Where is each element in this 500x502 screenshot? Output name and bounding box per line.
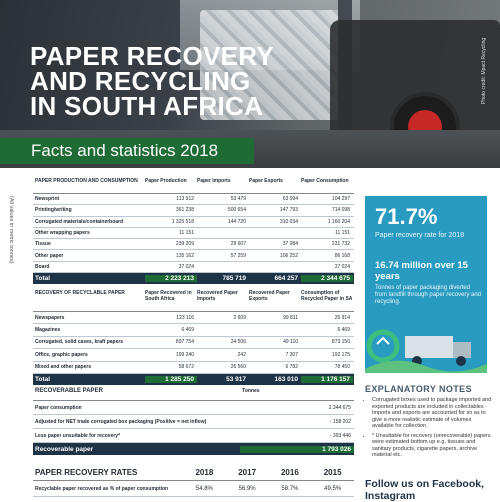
table-row bbox=[33, 228, 354, 239]
total-value: 664 257 bbox=[274, 275, 298, 283]
recovery-table bbox=[33, 291, 354, 385]
note-item: • * Unsuitable for recovery (unrecoverable) papers were estimated bottom up e.g. tissues and sanitary products, cigarette papers, archive material etc. bbox=[372, 433, 493, 459]
cell-value: 11 151 bbox=[335, 230, 350, 237]
table-row bbox=[33, 415, 354, 429]
rate-value: 56.9% bbox=[238, 485, 256, 492]
year-cell: 2015 bbox=[323, 468, 342, 477]
cell-value: 2 344 675 bbox=[328, 404, 351, 411]
row-label: Other wrapping papers bbox=[35, 230, 90, 237]
cell-value: 6 782 bbox=[285, 364, 298, 371]
cell-value: 1 325 518 bbox=[171, 218, 194, 225]
photo-credit: Photo credit: Mpact Recycling bbox=[481, 37, 487, 104]
header-cell: RECOVERABLE PAPER bbox=[35, 388, 103, 394]
cell-value: 78 450 bbox=[334, 364, 350, 371]
recycle-arrow-icon bbox=[377, 338, 389, 344]
cell-value: 714 098 bbox=[331, 207, 350, 214]
cell-value: 99 811 bbox=[283, 314, 298, 321]
header-cell: Recovered Paper Exports bbox=[249, 290, 290, 302]
recovery-rate-value: 71.7% bbox=[375, 204, 438, 229]
truck-wheel-icon bbox=[456, 356, 466, 366]
cell-value: 106 252 bbox=[279, 252, 298, 259]
cell-value: 25 914 bbox=[334, 314, 350, 321]
header-cell: Tonnes bbox=[242, 388, 260, 394]
cell-value: 37 024 bbox=[334, 263, 350, 270]
total-value: 53 917 bbox=[226, 375, 246, 383]
cell-value: 49 110 bbox=[283, 339, 298, 346]
cell-value: - 158 202 bbox=[329, 418, 351, 425]
cell-value: 231 732 bbox=[331, 241, 350, 248]
title-line: AND RECYCLING bbox=[30, 66, 251, 96]
cell-value: 2 609 bbox=[233, 314, 246, 321]
table-header bbox=[33, 291, 354, 312]
cell-value: 63 094 bbox=[282, 196, 298, 203]
cell-value: 37 084 bbox=[282, 241, 298, 248]
row-label: Less paper unsuitable for recovery* bbox=[35, 432, 121, 439]
note-item: • Corrugated boxes used to package imported and exported products are included in collectables - Imports and exports are accounted for so as to give a more realistic estimate of volumes available for collection. bbox=[372, 397, 493, 430]
total-value: 2 223 213 bbox=[145, 275, 197, 282]
stats-panel bbox=[365, 196, 487, 373]
row-label: Other paper bbox=[35, 252, 64, 259]
cell-value: 86 168 bbox=[334, 252, 350, 259]
units-note: (All values in metric tonnes) bbox=[8, 196, 14, 264]
diverted-tonnes-label: Tonnes of paper packaging diverted from landfill through paper recovery and recycling. bbox=[375, 285, 482, 305]
title-line: IN SOUTH AFRICA bbox=[30, 91, 264, 121]
notes-list bbox=[365, 397, 493, 459]
header-cell: Paper Production bbox=[145, 178, 187, 184]
cell-value: 897 754 bbox=[175, 339, 194, 346]
total-row bbox=[33, 443, 354, 455]
table-header bbox=[33, 389, 354, 401]
rate-value: 49.5% bbox=[324, 485, 342, 492]
year-cell: 2016 bbox=[280, 468, 299, 477]
table-row bbox=[33, 194, 354, 205]
cell-value: 135 162 bbox=[175, 252, 194, 259]
header-cell: PAPER PRODUCTION AND CONSUMPTION bbox=[35, 178, 138, 184]
truck-cab bbox=[453, 342, 471, 358]
table-row bbox=[33, 337, 354, 349]
table-row bbox=[33, 262, 354, 273]
header-cell: Paper Exports bbox=[249, 178, 283, 184]
table-row bbox=[33, 481, 354, 497]
table-row bbox=[33, 239, 354, 250]
total-value: 785 719 bbox=[222, 275, 246, 283]
table-header bbox=[33, 179, 354, 194]
cell-value: 11 151 bbox=[179, 230, 194, 237]
cell-value: 6 469 bbox=[337, 327, 350, 334]
cell-value: 123 116 bbox=[176, 314, 194, 321]
cell-value: 361 238 bbox=[175, 207, 194, 214]
recycle-icon bbox=[369, 332, 397, 360]
rates-table bbox=[33, 466, 354, 497]
row-label: Corrugated materials/containerboard bbox=[35, 218, 124, 225]
cell-value: 29 607 bbox=[230, 241, 246, 248]
cell-value: 57 259 bbox=[230, 252, 246, 259]
table-header bbox=[33, 466, 354, 481]
total-label: Recoverable paper bbox=[35, 445, 94, 453]
year-cell: 2017 bbox=[238, 468, 257, 477]
total-value: 1 176 157 bbox=[301, 376, 353, 383]
cell-value: 6 469 bbox=[181, 327, 194, 334]
cell-value: 37 024 bbox=[178, 263, 194, 270]
row-label: Magazines bbox=[35, 327, 61, 334]
rate-value: 54.8% bbox=[195, 485, 213, 492]
total-row bbox=[33, 273, 354, 284]
row-label: Newsprint bbox=[35, 196, 60, 203]
table-row bbox=[33, 250, 354, 261]
total-value: 2 344 675 bbox=[301, 275, 353, 282]
row-label: Adjusted for NET trade corrugated box packaging (Positive = net inflow) bbox=[35, 418, 207, 425]
truck-container bbox=[405, 336, 453, 358]
subtitle-banner: Facts and statistics 2018 bbox=[0, 138, 254, 164]
total-value: 163 010 bbox=[274, 375, 298, 383]
cell-value: 144 720 bbox=[227, 218, 246, 225]
cell-value: 113 912 bbox=[176, 196, 194, 203]
table-row bbox=[33, 429, 354, 443]
title-line: PAPER RECOVERY bbox=[30, 41, 275, 71]
table-row bbox=[33, 312, 354, 324]
cell-value: - 393 446 bbox=[329, 432, 351, 439]
recoverable-table bbox=[33, 389, 354, 455]
cell-value: 310 034 bbox=[279, 218, 298, 225]
total-value: 1 285 250 bbox=[145, 376, 197, 383]
table-row bbox=[33, 362, 354, 374]
rate-value: 58.7% bbox=[281, 485, 299, 492]
cell-value: 192 175 bbox=[331, 351, 350, 358]
cell-value: 147 793 bbox=[279, 207, 298, 214]
row-label: Newspapers bbox=[35, 314, 65, 321]
notes-heading: EXPLANATORY NOTES bbox=[365, 384, 472, 394]
recovery-rate-label: Paper recovery rate for 2018 bbox=[375, 232, 465, 239]
diverted-tonnes-value: 16.74 million over 15 years bbox=[375, 260, 468, 282]
table-row bbox=[33, 401, 354, 415]
cell-value: 104 297 bbox=[331, 196, 350, 203]
cell-value: 24 506 bbox=[230, 339, 246, 346]
header-cell: PAPER RECOVERY RATES bbox=[35, 468, 138, 477]
header-cell: Paper Consumption bbox=[301, 178, 349, 184]
cell-value: 239 209 bbox=[175, 241, 194, 248]
grass-shape bbox=[365, 361, 487, 373]
header-cell: Recovered Paper Imports bbox=[197, 290, 238, 302]
total-value: 1 793 026 bbox=[240, 446, 354, 453]
cell-value: 199 240 bbox=[175, 351, 194, 358]
header-cell: Paper Recovered in South Africa bbox=[145, 290, 192, 302]
cell-value: 1 160 204 bbox=[327, 218, 350, 225]
cell-value: 873 150 bbox=[331, 339, 350, 346]
row-label: Office, graphic papers bbox=[35, 351, 88, 358]
table-row bbox=[33, 324, 354, 336]
total-label: Total bbox=[35, 275, 51, 283]
cell-value: 500 654 bbox=[227, 207, 246, 214]
row-label: Board bbox=[35, 263, 50, 270]
production-table bbox=[33, 179, 354, 284]
cell-value: 242 bbox=[237, 351, 246, 358]
total-label: Total bbox=[35, 375, 51, 383]
row-label: Paper consumption bbox=[35, 404, 82, 411]
table-row bbox=[33, 217, 354, 228]
recycling-truck-illustration bbox=[365, 314, 487, 373]
cell-value: 26 560 bbox=[230, 364, 246, 371]
year-cell: 2018 bbox=[195, 468, 214, 477]
follow-us-text: Follow us on Facebook, Instagram bbox=[365, 478, 485, 502]
table-row bbox=[33, 349, 354, 361]
table-row bbox=[33, 205, 354, 216]
cell-value: 7 307 bbox=[285, 351, 298, 358]
header-cell: Paper Imports bbox=[197, 178, 231, 184]
header-cell: Consumption of Recycled Paper in SA bbox=[301, 290, 353, 302]
header-cell: RECOVERY OF RECYCLABLE PAPER bbox=[35, 290, 125, 296]
page-title bbox=[30, 41, 350, 121]
row-label: Mixed and other papers bbox=[35, 364, 92, 371]
row-label: Recyclable paper recovered as % of paper consumption bbox=[35, 485, 169, 492]
explanatory-notes bbox=[365, 384, 493, 462]
row-label: Tissue bbox=[35, 241, 51, 248]
row-label: Corrugated, solid cases, kraft papers bbox=[35, 339, 124, 346]
total-row bbox=[33, 374, 354, 385]
row-label: Printing/writing bbox=[35, 207, 72, 214]
cell-value: 53 479 bbox=[230, 196, 246, 203]
cell-value: 58 672 bbox=[178, 364, 194, 371]
